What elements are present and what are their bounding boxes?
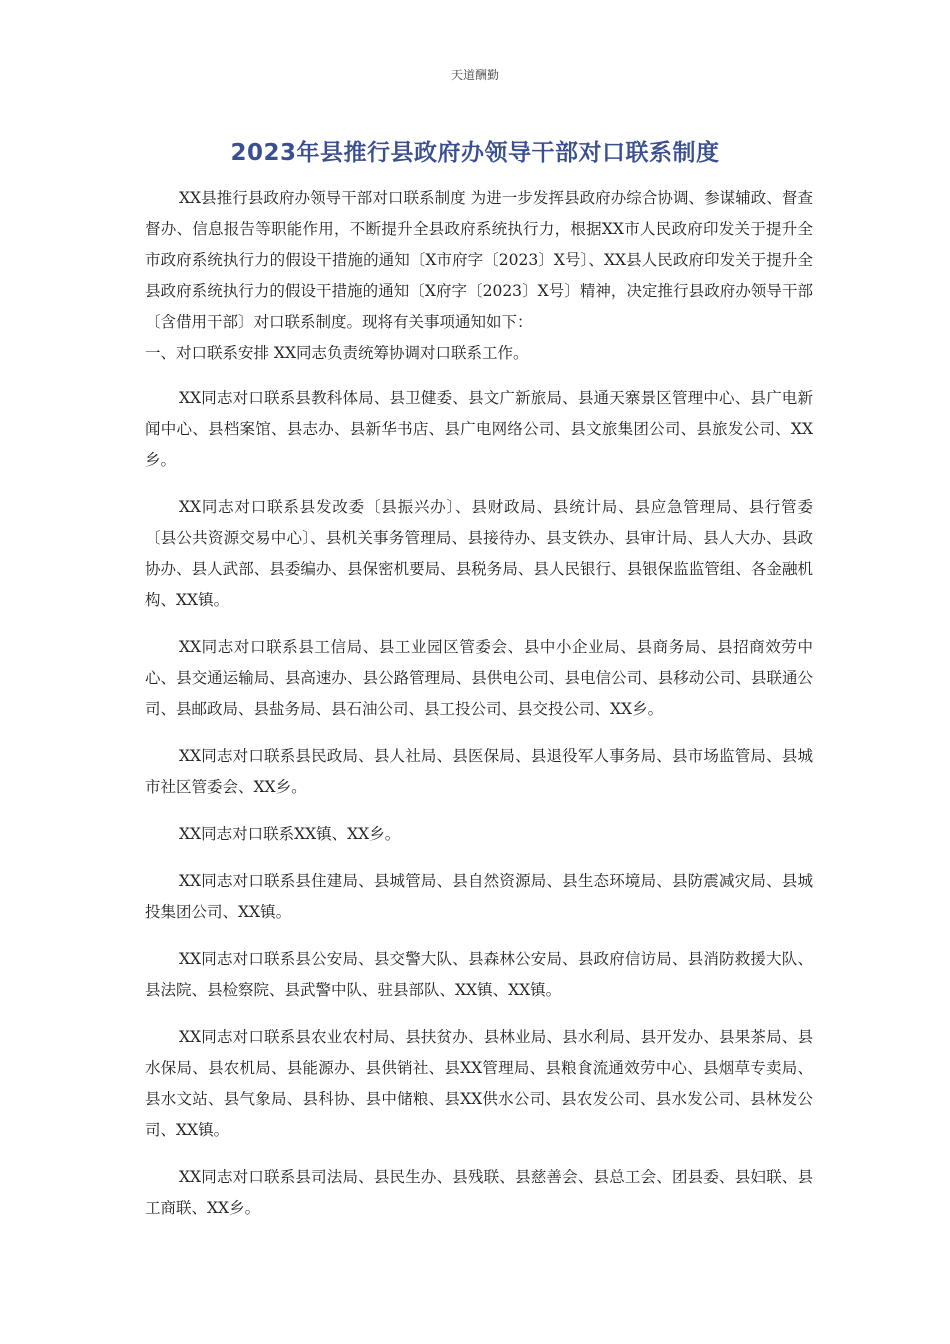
paragraph-contact-3: XX同志对口联系县工信局、县工业园区管委会、县中小企业局、县商务局、县招商效劳中心、县交通运输局、县高速办、县公路管理局、县供电公司、县电信公司、县移动公司、县联通公司、县邮政局、县盐务局、县石油公司、县工投公司、县交投公司、XX乡。: [145, 638, 813, 718]
paragraph-section-one: 一、对口联系安排 XX同志负责统筹协调对口联系工作。: [145, 344, 529, 362]
paragraph-intro: XX县推行县政府办领导干部对口联系制度 为进一步发挥县政府办综合协调、参谋辅政、督查督办、信息报告等职能作用，不断提升全县政府系统执行力，根据XX市人民政府印发关于提升全市政府系统执行力的假设干措施的通知〔X市府字〔2023〕X号〕、XX县人民政府印发关于提升全县政府系统执行力的假设干措施的通知〔X府字〔2023〕X号〕精神，决定推行县政府办领导干部〔含借用干部〕对口联系制度。现将有关事项通知如下：: [145, 189, 813, 331]
paragraph-contact-8: XX同志对口联系县农业农村局、县扶贫办、县林业局、县水利局、县开发办、县果茶局、县水保局、县农机局、县能源办、县供销社、县XX管理局、县粮食流通效劳中心、县烟草专卖局、县水文站、县气象局、县科协、县中储粮、县XX供水公司、县农发公司、县水发公司、县林发公司、XX镇。: [145, 1028, 813, 1139]
paragraph-contact-4: XX同志对口联系县民政局、县人社局、县医保局、县退役军人事务局、县市场监管局、县城市社区管委会、XX乡。: [145, 747, 813, 796]
document-title: 2023年县推行县政府办领导干部对口联系制度: [230, 140, 720, 166]
paragraph-contact-1: XX同志对口联系县教科体局、县卫健委、县文广新旅局、县通天寨景区管理中心、县广电新闻中心、县档案馆、县志办、县新华书店、县广电网络公司、县文旅集团公司、县旅发公司、XX乡。: [145, 389, 813, 469]
paragraph-contact-9: XX同志对口联系县司法局、县民生办、县残联、县慈善会、县总工会、团县委、县妇联、县工商联、XX乡。: [145, 1168, 813, 1217]
page-header: 天道酬勤: [450, 68, 499, 82]
paragraph-contact-2: XX同志对口联系县发改委〔县振兴办〕、县财政局、县统计局、县应急管理局、县行管委〔县公共资源交易中心〕、县机关事务管理局、县接待办、县支铁办、县审计局、县人大办、县政协办、县人武部、县委编办、县保密机要局、县税务局、县人民银行、县银保监监管组、各金融机构、XX镇。: [145, 498, 813, 609]
paragraph-contact-5: XX同志对口联系XX镇、XX乡。: [179, 825, 401, 843]
paragraph-contact-7: XX同志对口联系县公安局、县交警大队、县森林公安局、县政府信访局、县消防救援大队、县法院、县检察院、县武警中队、驻县部队、XX镇、XX镇。: [145, 950, 813, 999]
paragraph-contact-6: XX同志对口联系县住建局、县城管局、县自然资源局、县生态环境局、县防震减灾局、县城投集团公司、XX镇。: [145, 872, 813, 921]
document-body: [145, 183, 813, 1240]
